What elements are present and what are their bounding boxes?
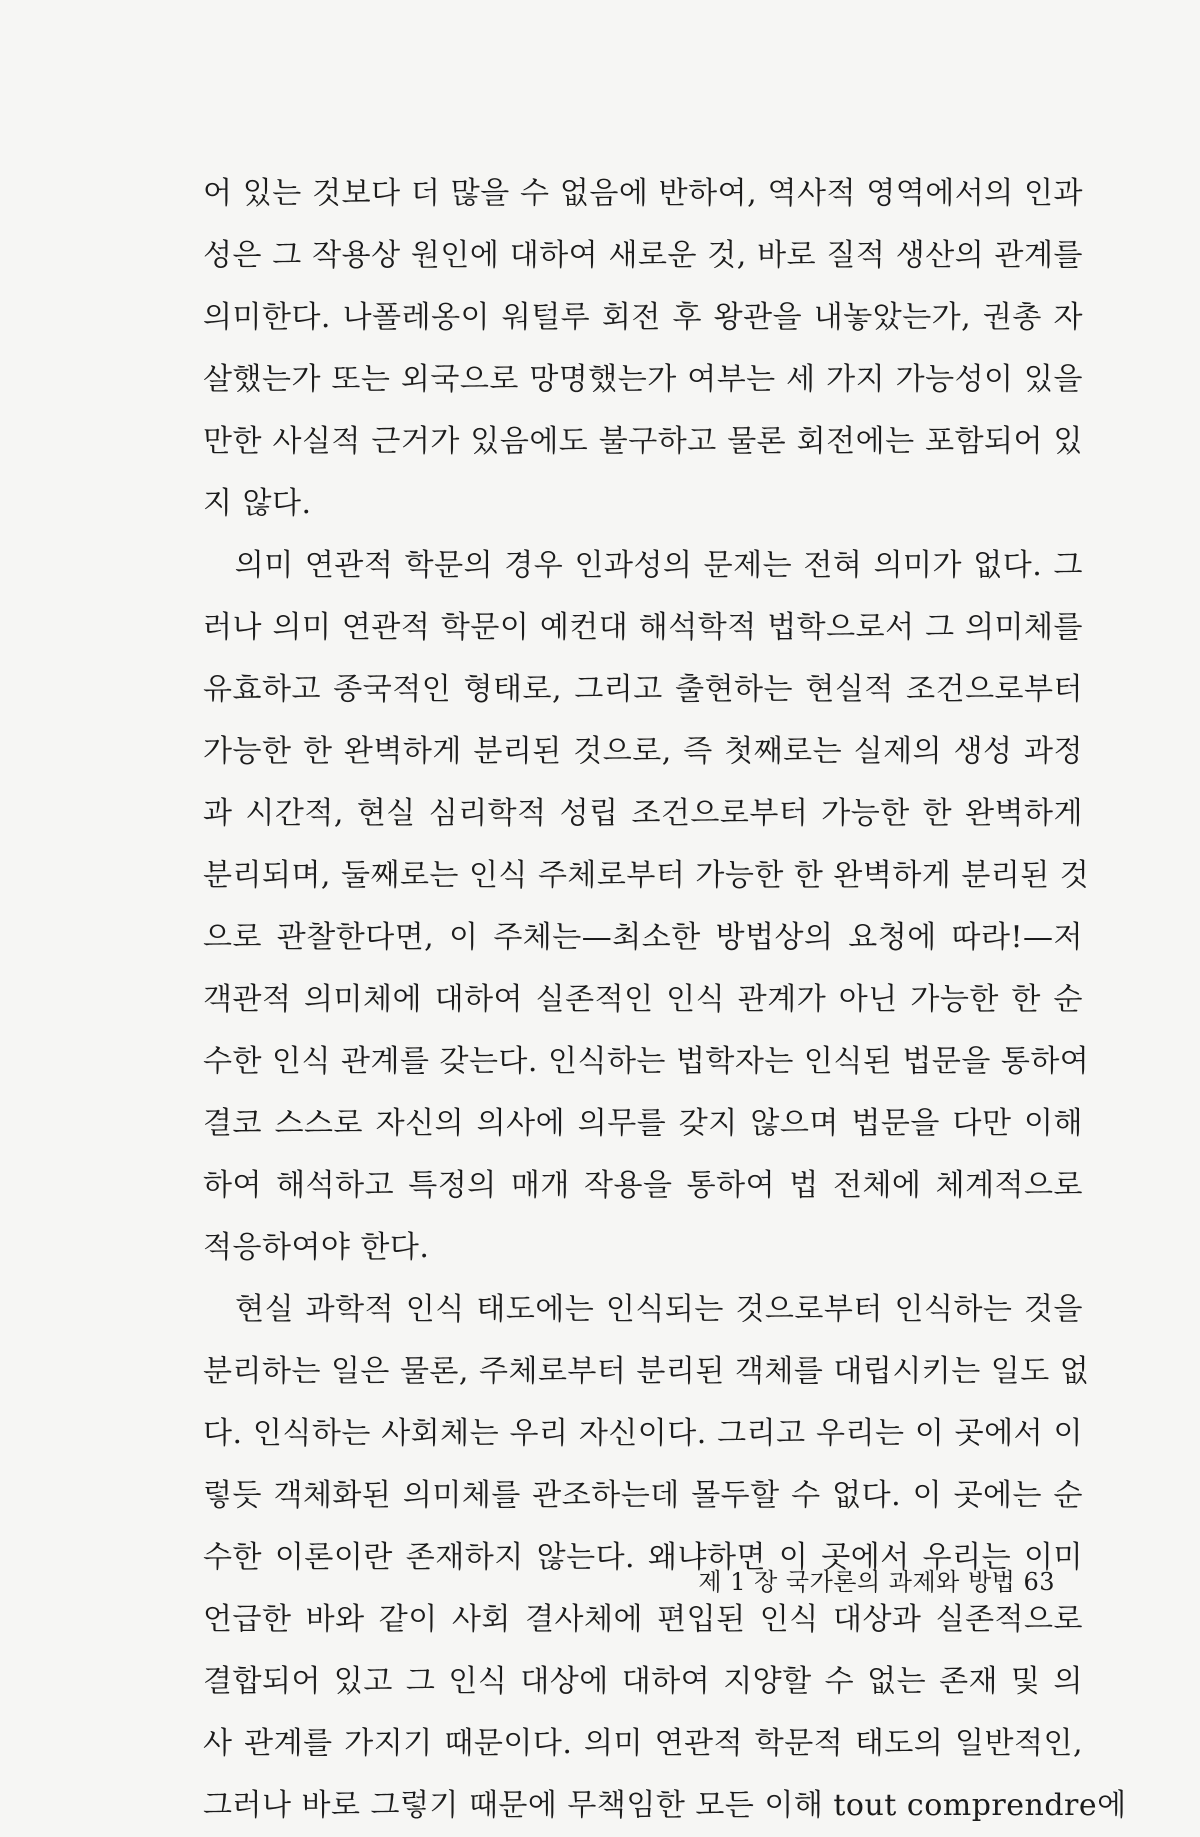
text-line: 수한 이론이란 존재하지 않는다. 왜냐하면 이 곳에서 우리는 이미 [203,1540,1083,1575]
text-line: 지 않다. [203,486,312,521]
text-line: 과 시간적, 현실 심리학적 성립 조건으로부터 가능한 한 완벽하게 [203,796,1083,831]
text-line: 만한 사실적 근거가 있음에도 불구하고 물론 회전에는 포함되어 있 [203,424,1083,459]
text-line: 분리하는 일은 물론, 주체로부터 분리된 객체를 대립시키는 일도 없 [203,1354,1090,1389]
text-line: 분리되며, 둘째로는 인식 주체로부터 가능한 한 완벽하게 분리된 것 [203,858,1090,893]
text-line: 그러나 바로 그렇기 때문에 무책임한 모든 이해 tout comprendre에 [203,1788,1127,1823]
text-line: 결코 스스로 자신의 의사에 의무를 갖지 않으며 법문을 다만 이해 [203,1106,1083,1141]
text-line: 결합되어 있고 그 인식 대상에 대하여 지양할 수 없는 존재 및 의 [203,1664,1083,1699]
text-line: 러나 의미 연관적 학문이 예컨대 해석학적 법학으로서 그 의미체를 [203,610,1083,645]
text-line: 언급한 바와 같이 사회 결사체에 편입된 인식 대상과 실존적으로 [203,1602,1083,1637]
text-line: 사 관계를 가지기 때문이다. 의미 연관적 학문적 태도의 일반적인, [203,1726,1083,1761]
text-line: 객관적 의미체에 대하여 실존적인 인식 관계가 아닌 가능한 한 순 [203,982,1083,1017]
text-line: 다. 인식하는 사회체는 우리 자신이다. 그리고 우리는 이 곳에서 이 [203,1416,1083,1451]
text-line: 으로 관찰한다면, 이 주체는—최소한 방법상의 요청에 따라!—저 [203,920,1083,955]
text-line: 어 있는 것보다 더 많을 수 없음에 반하여, 역사적 영역에서의 인과 [203,176,1083,211]
text-line: 유효하고 종국적인 형태로, 그리고 출현하는 현실적 조건으로부터 [203,672,1083,707]
text-line: 가능한 한 완벽하게 분리된 것으로, 즉 첫째로는 실제의 생성 과정 [203,734,1083,769]
text-line: 렇듯 객체화된 의미체를 관조하는데 몰두할 수 없다. 이 곳에는 순 [203,1478,1083,1513]
text-line: 수한 인식 관계를 갖는다. 인식하는 법학자는 인식된 법문을 통하여 [203,1044,1090,1079]
text-line: 현실 과학적 인식 태도에는 인식되는 것으로부터 인식하는 것을 [203,1292,1083,1327]
text-line: 살했는가 또는 외국으로 망명했는가 여부는 세 가지 가능성이 있을 [203,362,1083,397]
text-line: 의미한다. 나폴레옹이 워털루 회전 후 왕관을 내놓았는가, 권총 자 [203,300,1083,335]
text-line: 하여 해석하고 특정의 매개 작용을 통하여 법 전체에 체계적으로 [203,1168,1083,1203]
text-line: 의미 연관적 학문의 경우 인과성의 문제는 전혀 의미가 없다. 그 [203,548,1083,583]
page-footer: 제 1 장 국가론의 과제와 방법 63 [698,1568,1055,1596]
text-line: 성은 그 작용상 원인에 대하여 새로운 것, 바로 질적 생산의 관계를 [203,238,1083,273]
text-line: 적응하여야 한다. [203,1230,430,1265]
